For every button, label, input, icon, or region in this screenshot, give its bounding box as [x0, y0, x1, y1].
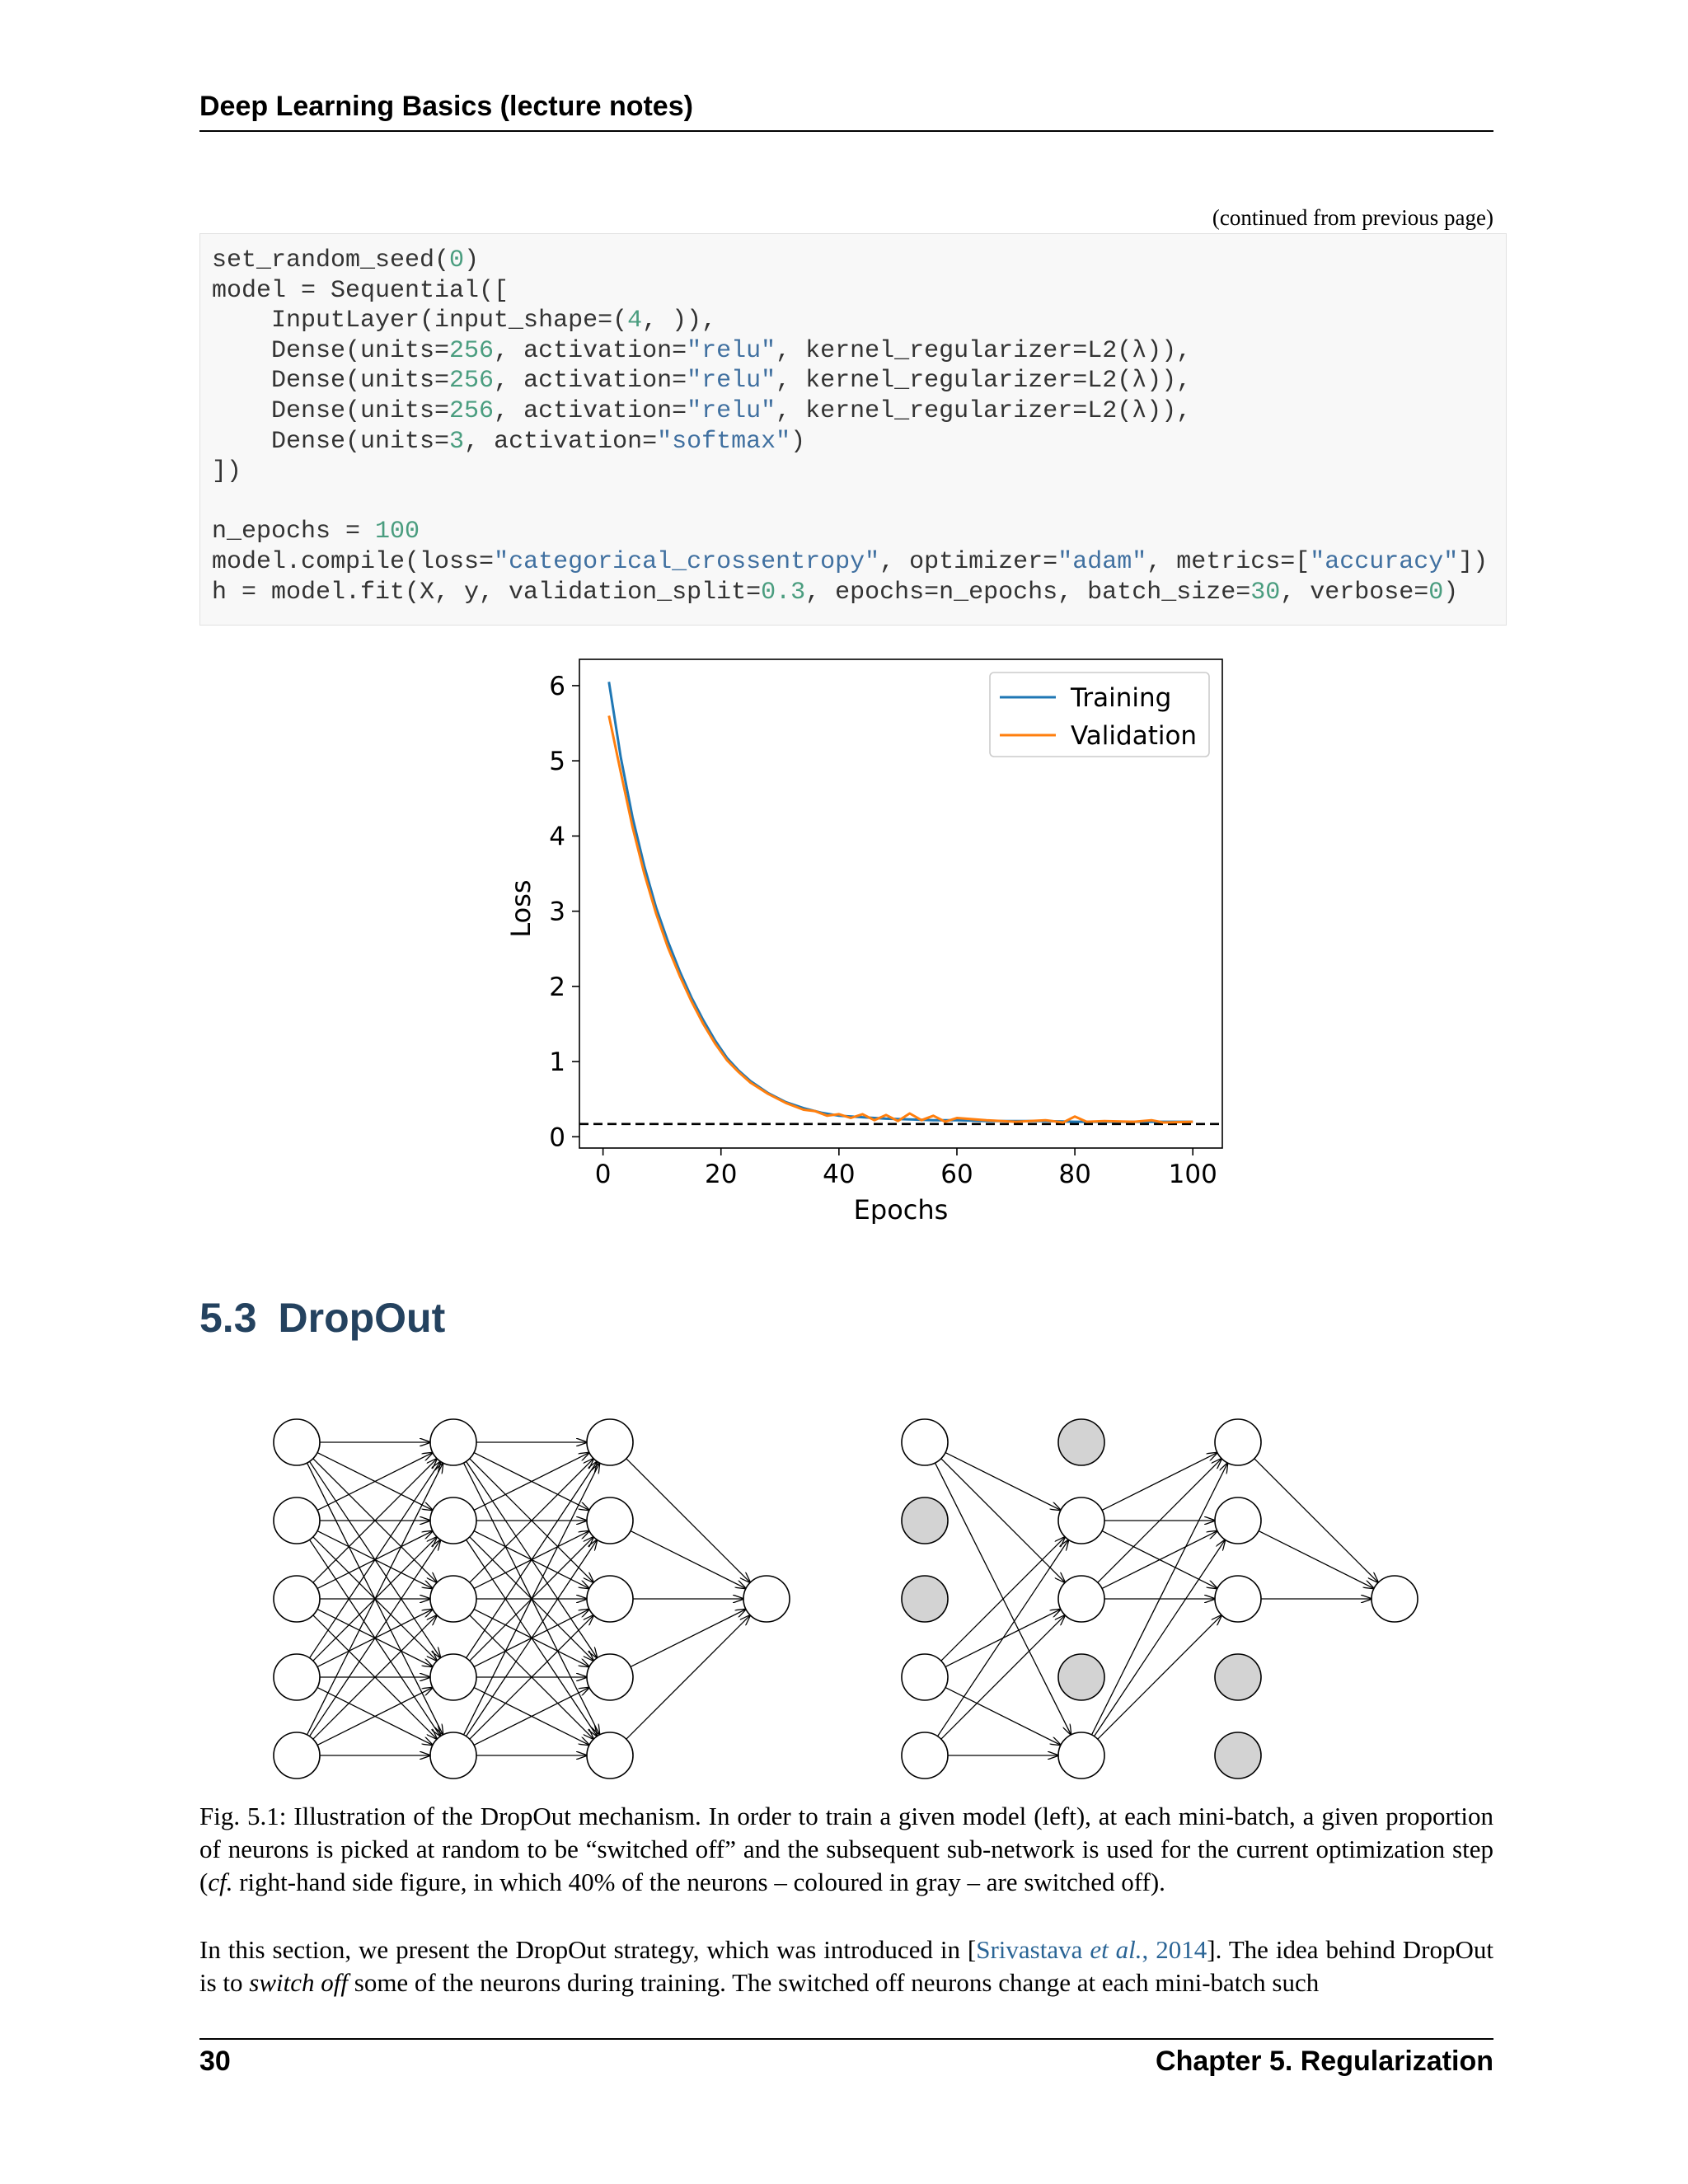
connection — [941, 1459, 1065, 1582]
page-number: 30 — [199, 2046, 231, 2077]
connection — [1102, 1453, 1217, 1511]
citation-link[interactable]: Srivastava et al., 2014 — [976, 1935, 1207, 1964]
neuron — [587, 1732, 633, 1779]
code-line: model.compile(loss="categorical_crossentropy", optimizer="adam", metrics=["accuracy"]) — [212, 547, 1489, 576]
code-line: model = Sequential([ — [212, 276, 509, 305]
dropout-network — [902, 1419, 1418, 1779]
neuron-dropped — [1058, 1419, 1104, 1465]
neuron — [902, 1419, 948, 1465]
x-tick-label: 100 — [1168, 1160, 1217, 1189]
y-tick-label: 0 — [549, 1122, 565, 1153]
continued-note: (continued from previous page) — [1212, 205, 1493, 230]
neuron-dropped — [1058, 1654, 1104, 1700]
connection — [945, 1688, 1061, 1746]
neuron — [274, 1576, 320, 1622]
x-tick-label: 20 — [705, 1160, 738, 1189]
x-axis-label: Epochs — [853, 1194, 949, 1224]
cf-abbrev: cf. — [208, 1868, 233, 1896]
neuron — [587, 1497, 633, 1544]
y-tick-label: 6 — [549, 671, 565, 701]
code-line: Dense(units=256, activation="relu", kernel_regularizer=L2(λ)), — [212, 367, 1192, 396]
neuron — [274, 1732, 320, 1779]
full-network — [274, 1419, 790, 1779]
connection — [626, 1459, 750, 1582]
connection — [631, 1531, 746, 1589]
neuron-dropped — [1215, 1732, 1261, 1779]
neuron — [1215, 1497, 1261, 1544]
figure-caption: Fig. 5.1: Illustration of the DropOut mechanism. In order to train a given model (left), at each mini-batch, a given proportion of neurons is picked at random to be “switched off” and the subsequent sub-network is used for the current optimization step (cf. right-hand side figure, in which 40% of the neurons – coloured in gray – are switched off). — [199, 1802, 1493, 1896]
code-block — [199, 233, 1507, 626]
neuron — [274, 1419, 320, 1465]
neuron-dropped — [902, 1576, 948, 1622]
neuron — [743, 1576, 790, 1622]
neuron — [1372, 1576, 1418, 1622]
neuron — [430, 1419, 476, 1465]
neuron — [1058, 1576, 1104, 1622]
legend-label: Validation — [1071, 721, 1198, 751]
code-line: InputLayer(input_shape=(4, )), — [212, 307, 717, 335]
code-line: Dense(units=256, activation="relu", kernel_regularizer=L2(λ)), — [212, 396, 1192, 425]
y-axis-label: Loss — [505, 879, 537, 938]
y-tick-label: 5 — [549, 747, 565, 777]
neuron — [430, 1497, 476, 1544]
neuron — [587, 1419, 633, 1465]
connection — [938, 1540, 1069, 1736]
connection — [1098, 1615, 1221, 1739]
neuron — [430, 1576, 476, 1622]
connection — [631, 1610, 746, 1667]
code-line: ]) — [212, 457, 242, 486]
code-line: Dense(units=256, activation="relu", kernel_regularizer=L2(λ)), — [212, 336, 1192, 365]
code-line: h = model.fit(X, y, validation_split=0.3, epochs=n_epochs, batch_size=30, verbose=0) — [212, 578, 1459, 607]
code-line-blank — [212, 487, 1506, 518]
emphasis: switch off — [249, 1968, 348, 1997]
section-title: DropOut — [278, 1295, 446, 1341]
code-line: n_epochs = 100 — [212, 518, 420, 546]
neuron — [902, 1732, 948, 1779]
neuron — [430, 1654, 476, 1700]
neuron — [430, 1732, 476, 1779]
loss-chart — [495, 647, 1253, 1224]
code-line: Dense(units=3, activation="softmax") — [212, 427, 806, 456]
legend-label: Training — [1071, 683, 1172, 713]
neuron-dropped — [1215, 1654, 1261, 1700]
neuron — [1215, 1576, 1261, 1622]
legend — [990, 673, 1209, 757]
neuron-dropped — [902, 1497, 948, 1544]
connection — [1259, 1531, 1374, 1589]
header-rule — [199, 130, 1493, 132]
body-paragraph: In this section, we present the DropOut strategy, which was introduced in [Srivastava et al., 2014]. The idea behind DropOut is to switch off some of the neurons during training. The switched off neurons change at each mini-batch such — [199, 1935, 1493, 1997]
x-tick-label: 0 — [594, 1160, 612, 1189]
x-tick-label: 60 — [940, 1160, 973, 1189]
x-tick-label: 80 — [1058, 1160, 1091, 1189]
x-tick-label: 40 — [823, 1160, 856, 1189]
connection — [626, 1615, 750, 1739]
y-tick-label: 1 — [549, 1047, 565, 1078]
connection — [941, 1615, 1065, 1739]
neuron — [587, 1654, 633, 1700]
footer-rule — [199, 2038, 1493, 2040]
neuron — [274, 1654, 320, 1700]
series-line-validation — [609, 715, 1193, 1122]
dropout-diagram — [247, 1393, 1451, 1788]
neuron — [587, 1576, 633, 1622]
chapter-label: Chapter 5. Regularization — [1156, 2046, 1493, 2077]
y-tick-label: 3 — [549, 897, 565, 927]
y-tick-label: 4 — [549, 822, 565, 852]
neuron — [1058, 1497, 1104, 1544]
neuron — [1058, 1732, 1104, 1779]
running-header: Deep Learning Basics (lecture notes) — [199, 91, 693, 122]
neuron — [274, 1497, 320, 1544]
neuron — [902, 1654, 948, 1700]
section-number: 5.3 — [199, 1295, 257, 1341]
code-line: set_random_seed(0) — [212, 246, 480, 274]
connection — [1095, 1540, 1226, 1736]
connection — [945, 1453, 1061, 1511]
connection — [1254, 1459, 1378, 1582]
connection — [941, 1537, 1065, 1661]
section-heading — [199, 1294, 445, 1342]
y-tick-label: 2 — [549, 972, 565, 1002]
neuron — [1215, 1419, 1261, 1465]
